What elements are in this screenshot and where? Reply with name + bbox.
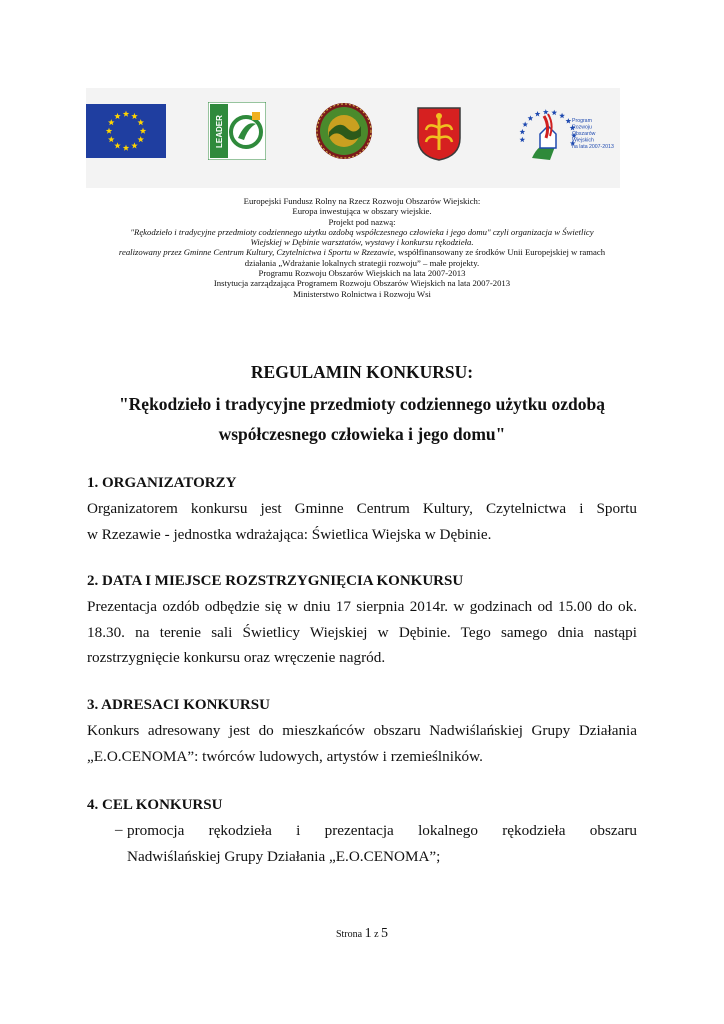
funding-line-1: Europejski Fundusz Rolny na Rzecz Rozwoju Obszarów Wiejskich: <box>243 196 481 206</box>
prow-line-1: Program <box>572 118 592 124</box>
section-body <box>87 594 637 671</box>
prow-star <box>543 109 549 114</box>
section-heading: 3. ADRESACI KONKURSU <box>87 697 270 713</box>
body-line: w Rzezawie - jednostka wdrażająca: Świetlica Wiejska w Dębinie. <box>87 525 492 543</box>
page-of: z <box>374 929 379 940</box>
funding-line-6-italic: realizowany przez Gminne Centrum Kultury, Czytelnictwa i Sportu w Rzezawie, <box>118 247 396 258</box>
body-line: 18.30. na terenie sali Świetlicy Wiejskiej w Dębinie. Tego samego dnia nastąpi <box>87 623 637 641</box>
prow-line-5: na lata 2007-2013 <box>572 144 614 150</box>
bullet-item <box>87 818 637 869</box>
funding-line-9: Instytucja zarządzająca Programem Rozwoju Obszarów Wiejskich na lata 2007-2013 <box>213 278 511 289</box>
prow-star <box>528 115 534 120</box>
funding-line-10: Ministerstwo Rolnictwa i Rozwoju Wsi <box>293 288 431 299</box>
body-line: Konkurs adresowany jest do mieszkańców obszaru Nadwiślańskiej Grupy Działania <box>87 722 637 739</box>
funding-line-6 <box>88 247 636 257</box>
prow-line-2: Rozwoju <box>572 124 592 131</box>
title-line-2: "Rękodzieło i tradycyjne przedmioty codziennego użytku ozdobą <box>118 394 606 414</box>
logo-strip <box>86 88 620 188</box>
bullet-dash: – <box>115 822 123 838</box>
section-body <box>87 718 637 769</box>
document-title <box>60 362 664 444</box>
funding-line-8: Programu Rozwoju Obszarów Wiejskich na lata 2007-2013 <box>258 268 466 279</box>
body-line: „E.O.CENOMA”: twórców ludowych, artystów i rzemieślników. <box>87 747 483 765</box>
funding-line-5: Wiejskiej w Dębinie warsztatów, wystawy i konkursu rękodzieła. <box>250 237 474 248</box>
funding-line-2: Europa inwestująca w obszary wiejskie. <box>292 206 432 217</box>
section-heading: 2. DATA I MIEJSCE ROZSTRZYGNIĘCIA KONKURSU <box>87 573 464 589</box>
prow-line-4: Wiejskich <box>572 137 594 144</box>
section-heading: 1. ORGANIZATORZY <box>87 475 237 491</box>
body-line: Prezentacja ozdób odbędzie się w dniu 17 sierpnia 2014r. w godzinach od 15.00 do ok. <box>87 598 637 615</box>
lag-logo <box>315 102 373 160</box>
prow-line-3: Obszarów <box>572 131 596 137</box>
page-label: Strona <box>335 929 363 940</box>
page-current: 1 <box>364 926 372 941</box>
coat-of-arms-logo <box>416 106 462 162</box>
leader-logo <box>208 102 266 160</box>
title-line-3: współczesnego człowieka i jego domu" <box>218 424 506 444</box>
leader-text: LEADER <box>215 115 224 148</box>
bullet-line: Nadwiślańskiej Grupy Działania „E.O.CENOMA”; <box>127 847 441 865</box>
funding-line-7: działania „Wdrażanie lokalnych strategii rozwoju” – małe projekty. <box>244 257 480 268</box>
funding-line-6-rest: współfinansowany ze środków Unii Europejskiej w ramach <box>395 247 606 258</box>
section-heading: 4. CEL KONKURSU <box>87 797 223 813</box>
section-body <box>87 496 637 547</box>
eu-flag-logo <box>86 104 166 158</box>
prow-star <box>566 118 572 123</box>
section-addressees <box>87 696 637 769</box>
title-line-1: REGULAMIN KONKURSU: <box>250 362 474 382</box>
prow-star <box>535 111 541 116</box>
svg-text:Program Rozwoju Ob <box>572 118 614 150</box>
prow-star <box>520 129 526 134</box>
section-organizers <box>87 474 637 547</box>
section-goal <box>87 796 637 869</box>
bullet-line: promocja rękodzieła i prezentacja lokalnego rękodzieła obszaru <box>127 822 637 839</box>
funding-notice <box>88 196 636 299</box>
prow-star <box>551 110 557 115</box>
page-number <box>0 926 724 942</box>
prow-star <box>522 122 528 127</box>
prow-logo <box>510 104 620 166</box>
section-date-place <box>87 572 637 671</box>
prow-star <box>519 137 525 142</box>
body-line: Organizatorem konkursu jest Gminne Centrum Kultury, Czytelnictwa i Sportu <box>87 500 637 517</box>
funding-line-4: "Rękodzieło i tradycyjne przedmioty codziennego użytku ozdobą współczesnego człowieka i jego domu" czyli organizacja w Świetlicy <box>130 226 594 237</box>
prow-star <box>559 113 565 118</box>
funding-line-3: Projekt pod nazwą: <box>328 216 396 227</box>
body-line: rozstrzygnięcie konkursu oraz wręczenie nagród. <box>87 649 386 666</box>
page-total: 5 <box>381 926 389 941</box>
